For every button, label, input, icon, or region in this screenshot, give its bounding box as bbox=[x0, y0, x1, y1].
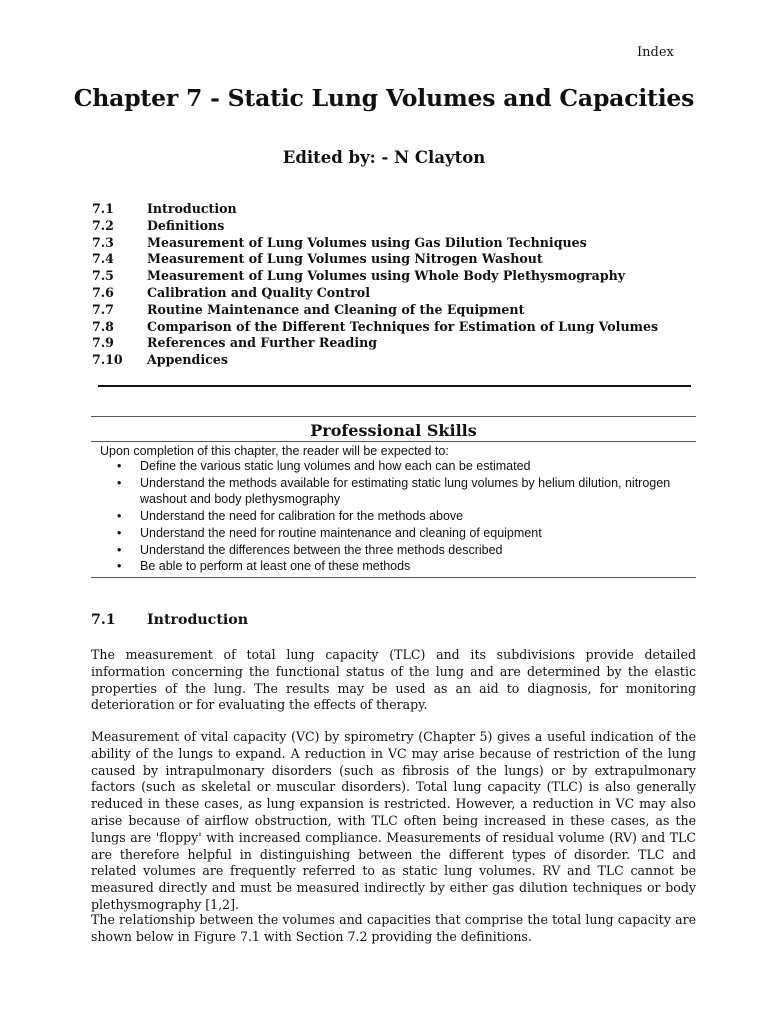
toc-number: 7.2 bbox=[92, 217, 114, 233]
toc-label: Definitions bbox=[147, 217, 225, 233]
toc-label: Comparison of the Different Techniques for Estimation of Lung Volumes bbox=[147, 318, 659, 334]
toc-item[interactable] bbox=[92, 319, 658, 336]
body-paragraph: Measurement of vital capacity (VC) by spirometry (Chapter 5) gives a useful indication of the ability of the lungs to expand. A reduction in VC may arise because of restriction of the lung caused by intrapulmonary disorders (such as fibrosis of the lungs) or by extrapulmonary factors (such as skeletal or muscular disorders). Total lung capacity (TLC) is also generally reduced in these cases, as lung expansion is restricted. However, a reduction in VC may also arise because of airflow obstruction, with TLC often being increased in these cases, as the lungs are 'floppy' with increased compliance. Measurements of residual volume (RV) and TLC are therefore helpful in distinguishing between the different types of disorder. TLC and related volumes are frequently referred to as static lung volumes. RV and TLC cannot be measured directly and must be measured indirectly by either gas dilution techniques or body plethysmography [1,2]. bbox=[91, 729, 696, 912]
skills-list-item bbox=[91, 558, 696, 575]
toc-item[interactable] bbox=[92, 335, 658, 352]
skills-list-item bbox=[91, 508, 696, 525]
toc-number: 7.4 bbox=[92, 251, 114, 267]
toc-number: 7.1 bbox=[92, 201, 114, 216]
bullet-icon: • bbox=[117, 525, 122, 540]
skill-text: Understand the need for routine maintenance and cleaning of equipment bbox=[140, 525, 542, 540]
editor-line: Edited by: - N Clayton bbox=[282, 148, 486, 167]
toc-item[interactable] bbox=[92, 352, 658, 369]
bullet-icon: • bbox=[117, 509, 122, 524]
skill-text: Define the various static lung volumes and how each can be estimated bbox=[140, 459, 531, 473]
toc-number: 7.10 bbox=[92, 352, 123, 368]
skills-list-item bbox=[91, 458, 696, 475]
toc-item[interactable] bbox=[92, 268, 658, 285]
toc-number: 7.6 bbox=[92, 284, 114, 300]
toc-label: Calibration and Quality Control bbox=[147, 284, 370, 300]
toc-item[interactable] bbox=[92, 235, 658, 252]
toc-number: 7.3 bbox=[92, 234, 114, 250]
table-of-contents bbox=[92, 201, 658, 369]
toc-number: 7.8 bbox=[92, 318, 114, 334]
toc-divider bbox=[98, 385, 691, 387]
toc-item[interactable] bbox=[92, 201, 658, 218]
section-title: Introduction bbox=[147, 612, 249, 628]
toc-number: 7.7 bbox=[92, 301, 114, 317]
toc-item[interactable] bbox=[92, 251, 658, 268]
toc-item[interactable] bbox=[92, 285, 658, 302]
index-link[interactable]: Index bbox=[637, 45, 674, 60]
skills-list-item bbox=[91, 525, 696, 542]
bullet-icon: • bbox=[117, 542, 122, 557]
toc-item[interactable] bbox=[92, 218, 658, 235]
body-paragraph: The measurement of total lung capacity (TLC) and its subdivisions provide detailed information concerning the functional status of the lung and are determined by the elastic properties of the lung. The results may be used as an aid to diagnosis, for monitoring deterioration or for evaluating the effects of therapy. bbox=[91, 647, 696, 713]
toc-label: Routine Maintenance and Cleaning of the Equipment bbox=[147, 301, 525, 317]
bullet-icon: • bbox=[117, 475, 122, 490]
section-heading bbox=[91, 612, 248, 628]
chapter-title: Chapter 7 - Static Lung Volumes and Capacities bbox=[73, 84, 695, 112]
body-paragraph: The relationship between the volumes and capacities that comprise the total lung capacity are shown below in Figure 7.1 with Section 7.2 providing the definitions. bbox=[91, 912, 696, 944]
professional-skills-box bbox=[91, 416, 696, 578]
bullet-icon: • bbox=[117, 459, 122, 473]
toc-label: References and Further Reading bbox=[147, 335, 378, 351]
toc-label: Measurement of Lung Volumes using Gas Dilution Techniques bbox=[147, 234, 587, 250]
skill-text: Understand the need for calibration for the methods above bbox=[140, 509, 464, 524]
skill-text: Understand the methods available for estimating static lung volumes by helium dilution, nitrogen washout and body plethysmography bbox=[140, 475, 671, 507]
toc-number: 7.9 bbox=[92, 335, 114, 351]
skills-heading: Professional Skills bbox=[91, 417, 696, 442]
skill-text: Be able to perform at least one of these methods bbox=[140, 559, 411, 574]
toc-label: Appendices bbox=[147, 352, 228, 368]
skills-list-item bbox=[91, 475, 696, 508]
skills-list-item bbox=[91, 542, 696, 559]
skill-text: Understand the differences between the three methods described bbox=[140, 542, 503, 557]
toc-item[interactable] bbox=[92, 302, 658, 319]
skills-list bbox=[91, 458, 696, 577]
section-number: 7.1 bbox=[91, 612, 116, 628]
toc-label: Measurement of Lung Volumes using Whole Body Plethysmography bbox=[147, 268, 626, 284]
skills-intro: Upon completion of this chapter, the reader will be expected to: bbox=[100, 444, 449, 458]
toc-label: Introduction bbox=[147, 201, 237, 216]
bullet-icon: • bbox=[117, 559, 122, 574]
toc-label: Measurement of Lung Volumes using Nitrogen Washout bbox=[147, 251, 543, 267]
toc-number: 7.5 bbox=[92, 268, 114, 284]
